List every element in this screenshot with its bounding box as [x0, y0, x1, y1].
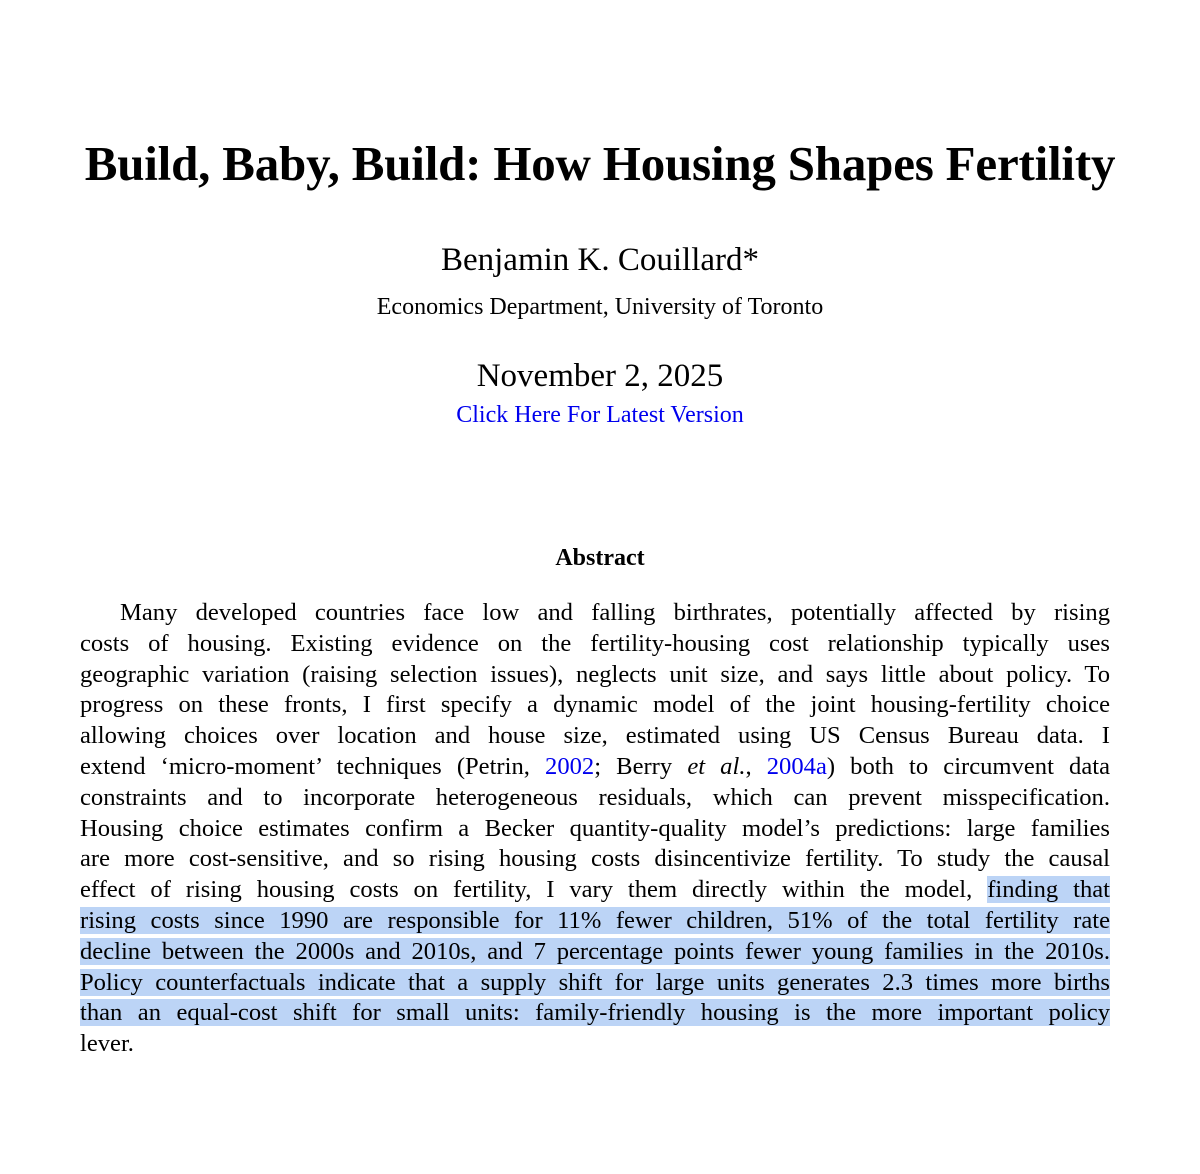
- abstract-line: [80, 752, 1110, 783]
- citation-link-berry-2004a[interactable]: 2004a: [766, 752, 827, 780]
- latest-version-link[interactable]: Click Here For Latest Version: [456, 402, 744, 428]
- author-name: Benjamin K. Couillard*: [440, 242, 760, 278]
- abstract-line-highlighted: [80, 998, 1110, 1029]
- abstract-line-highlighted: [80, 906, 1110, 937]
- abstract-line: lever.: [80, 1030, 134, 1058]
- abstract-line: allowing choices over location and house size, estimated using US Census Bureau data. I: [80, 722, 1110, 750]
- abstract-line: are more cost-sensitive, and so rising housing costs disincentivize fertility. To study the causal: [80, 845, 1110, 873]
- highlighted-text[interactable]: Policy counterfactuals indicate that a supply shift for large units generates 2.3 times more births: [80, 968, 1110, 996]
- abstract-heading: Abstract: [555, 545, 645, 571]
- abstract-line-highlighted: [80, 968, 1110, 999]
- abstract-text-segment: ; Berry: [594, 752, 688, 780]
- abstract-line: progress on these fronts, I first specify a dynamic model of the joint housing-fertility choice: [80, 691, 1110, 719]
- abstract-line: costs of housing. Existing evidence on the fertility-housing cost relationship typically uses: [80, 629, 1110, 657]
- abstract-line-highlighted: [80, 937, 1110, 968]
- highlighted-text[interactable]: decline between the 2000s and 2010s, and 7 percentage points fewer young families in the 2010s.: [80, 937, 1110, 965]
- abstract-text-segment: extend ‘micro-moment’ techniques (Petrin,: [80, 752, 546, 780]
- et-al-italic: et al.: [687, 752, 746, 780]
- paper-date: November 2, 2025: [476, 358, 724, 394]
- abstract-text: [80, 598, 1110, 1060]
- abstract-line: geographic variation (raising selection issues), neglects unit size, and says little about policy. To: [80, 660, 1110, 688]
- abstract-text-segment: effect of rising housing costs on fertility, I vary them directly within the model,: [80, 876, 988, 904]
- abstract-line: constraints and to incorporate heterogeneous residuals, which can prevent misspecification.: [80, 783, 1110, 811]
- abstract-text-segment: ) both to circumvent data: [826, 752, 1110, 780]
- highlighted-text[interactable]: rising costs since 1990 are responsible for 11% fewer children, 51% of the total fertility rate: [80, 906, 1110, 934]
- abstract-line: [80, 875, 1110, 906]
- abstract-line: Housing choice estimates confirm a Becker quantity-quality model’s predictions: large families: [80, 814, 1110, 842]
- abstract-line: Many developed countries face low and falling birthrates, potentially affected by rising: [120, 599, 1110, 626]
- paper-title: Build, Baby, Build: How Housing Shapes Fertility: [84, 136, 1116, 191]
- latest-version-container: [0, 400, 1200, 430]
- highlighted-text[interactable]: than an equal-cost shift for small units: family-friendly housing is the more important policy: [80, 999, 1110, 1027]
- citation-link-petrin-2002[interactable]: 2002: [545, 752, 595, 780]
- author-affiliation: Economics Department, University of Toronto: [376, 294, 824, 320]
- highlighted-text[interactable]: finding that: [987, 876, 1111, 904]
- abstract-text-segment: ,: [745, 752, 767, 780]
